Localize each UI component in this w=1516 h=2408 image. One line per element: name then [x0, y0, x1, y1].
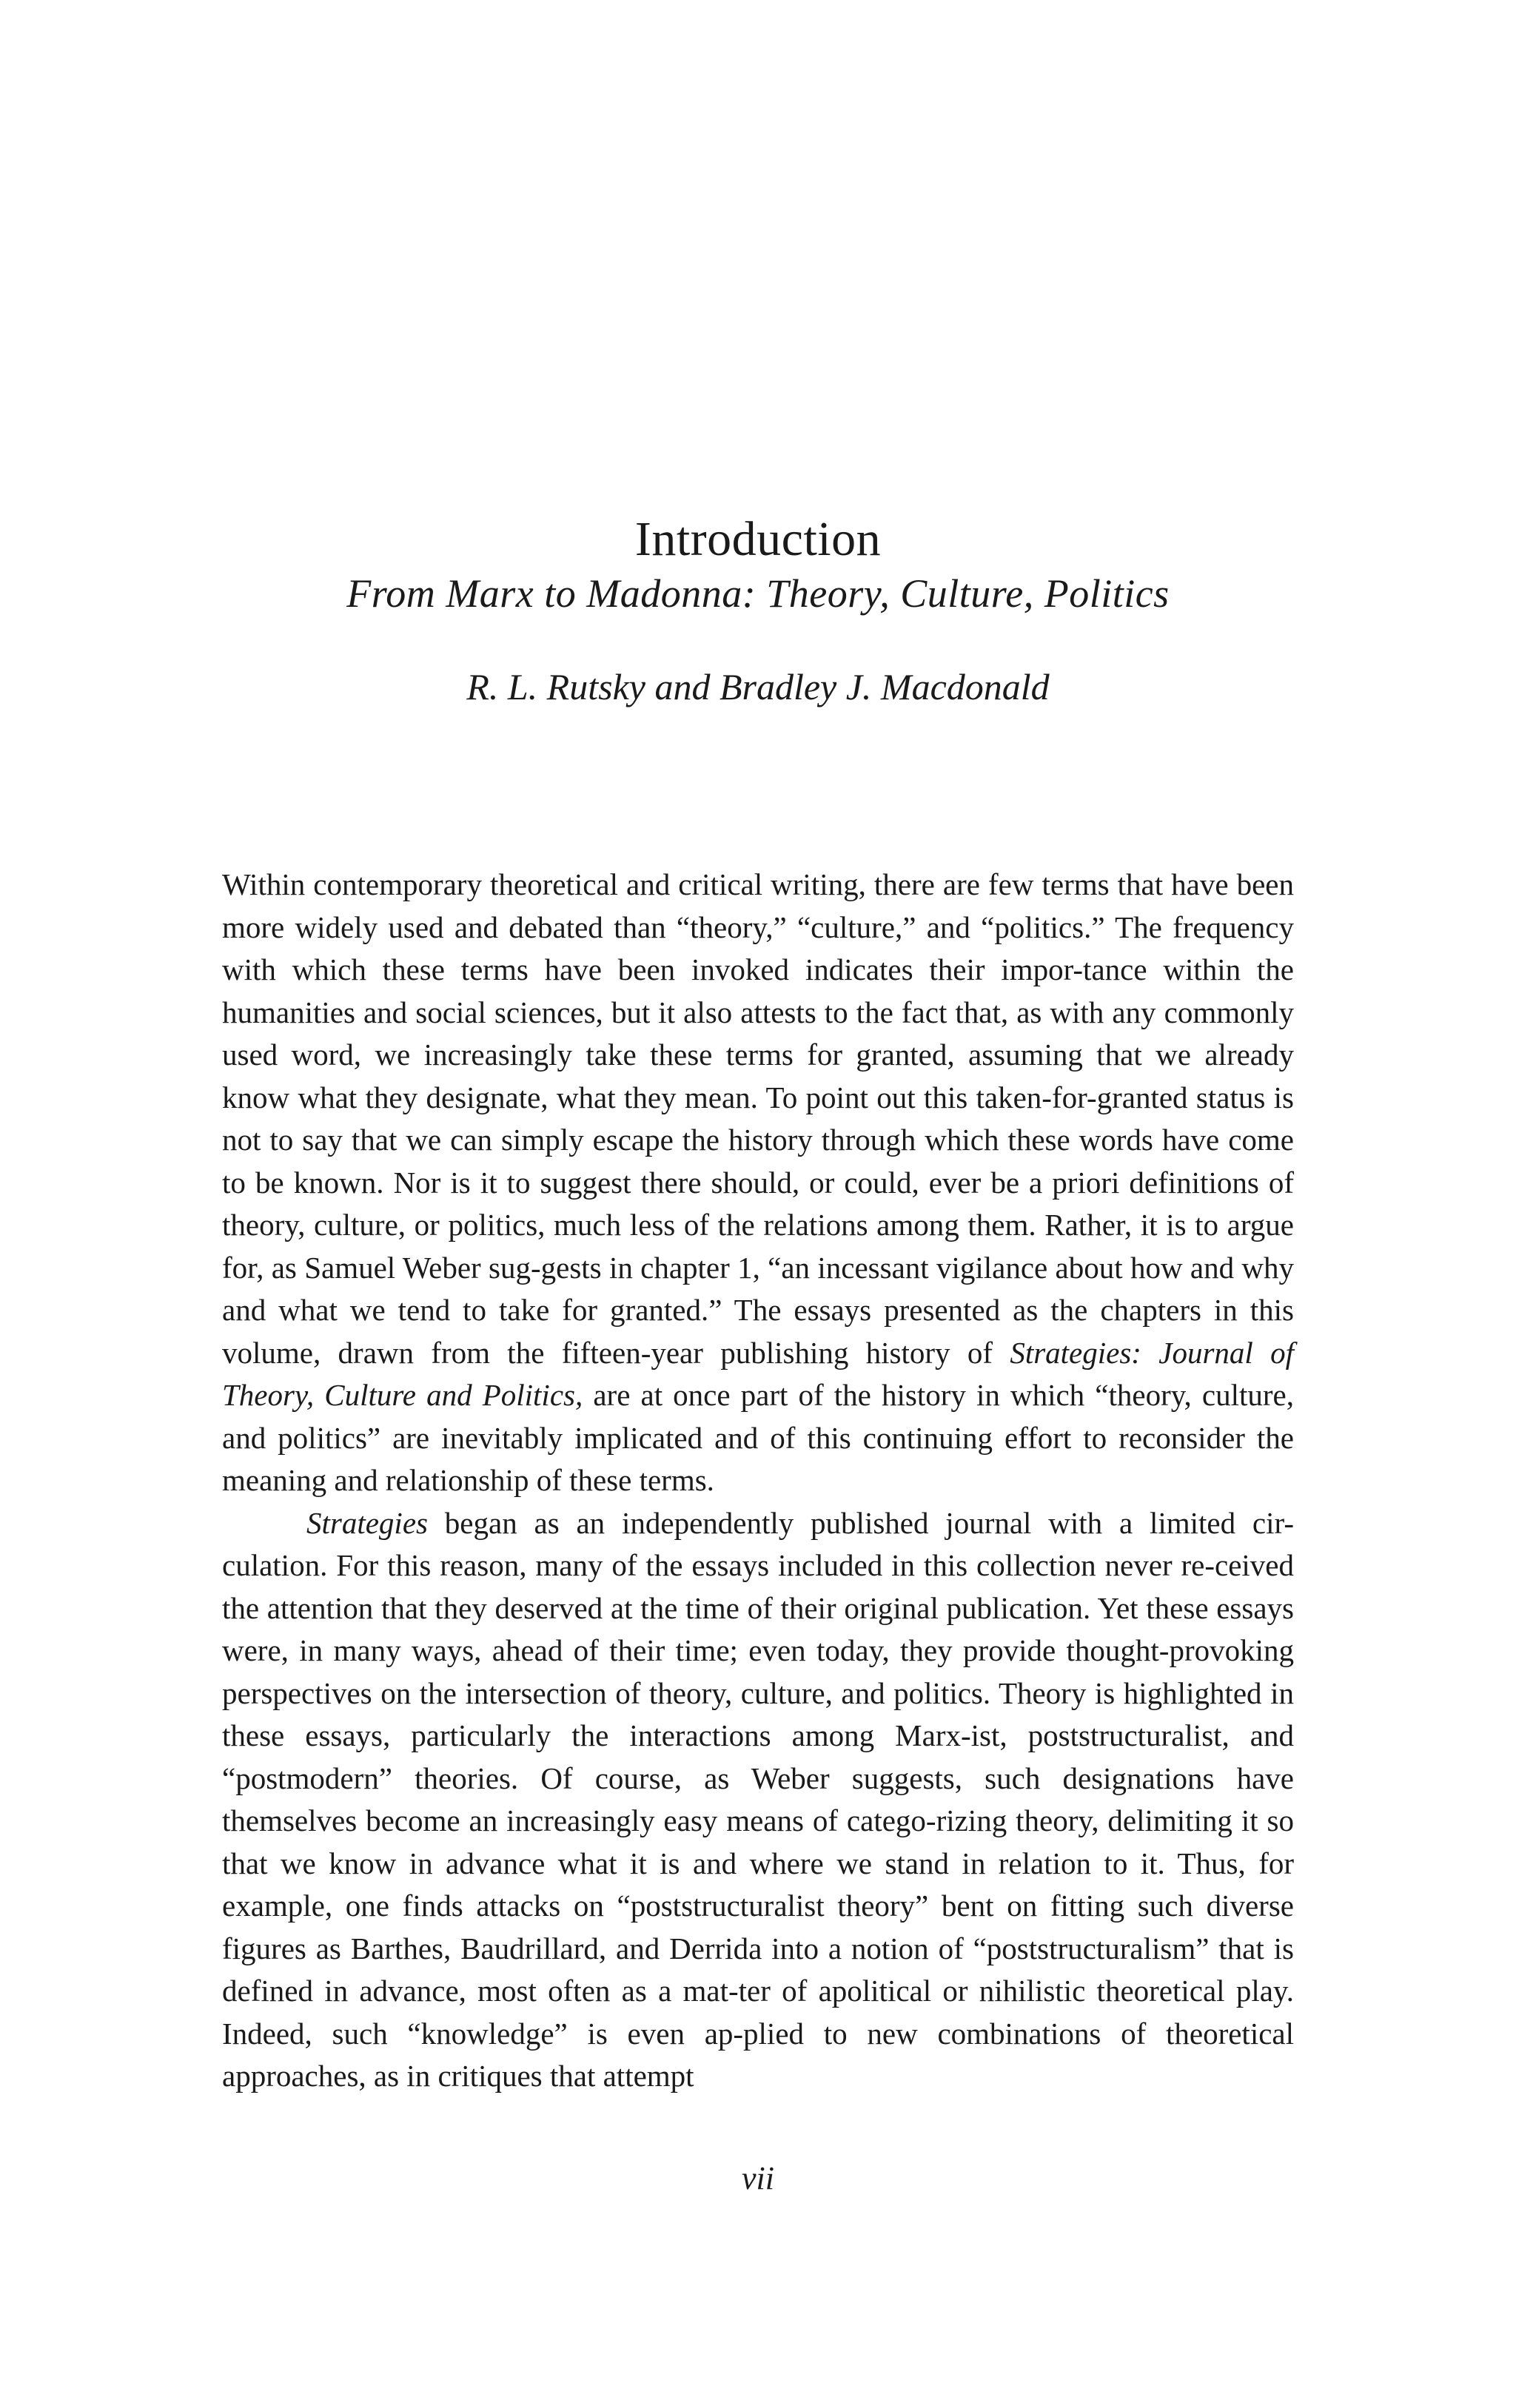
- chapter-subtitle: From Marx to Madonna: Theory, Culture, Politics: [346, 571, 1170, 616]
- paragraph-1: [222, 864, 1294, 1502]
- paragraph-1-text-b: are at once part of the history in which “theory, culture, and politics” are inevitably implicated and of this continuing effort to reconsider the meaning and relationship of these terms.: [222, 1378, 1294, 1497]
- chapter-authors: R. L. Rutsky and Bradley J. Macdonald: [466, 666, 1050, 707]
- paragraph-2: [222, 1502, 1294, 2098]
- journal-name: Strategies: [306, 1505, 428, 1540]
- journal-title: Strategies: Journal of Theory, Culture and Politics,: [222, 1335, 1294, 1412]
- chapter-header: [222, 511, 1294, 707]
- chapter-title: Introduction: [634, 512, 882, 566]
- paragraph-1-text-a: Within contemporary theoretical and critical writing, there are few terms that have been more widely used and debated than “theory,” “culture,” and “politics.” The frequency with which these terms have been invoked indicates their impor-tance within the humanities and social sciences, but it also attests to the fact that, as with any commonly used word, we increasingly take these terms for granted, assuming that we already know what they designate, what they mean. To point out this taken-for-granted status is not to say that we can simply escape the history through which these words have come to be known. Nor is it to suggest there should, or could, ever be a priori definitions of theory, culture, or politics, much less of the relations among them. Rather, it is to argue for, as Samuel Weber sug-gests in chapter 1, “an incessant vigilance about how and why and what we tend to take for granted.” The essays presented as the chapters in this volume, drawn from the fifteen-year publishing history of: [222, 867, 1294, 1370]
- body-text: [222, 864, 1294, 2098]
- page-number: vii: [742, 2160, 774, 2196]
- paragraph-2-text: began as an independently published journal with a limited cir-culation. For this reason, many of the essays included in this collection never re-ceived the attention that they deserved at the time of their original publication. Yet these essays were, in many ways, ahead of their time; even today, they provide thought-provoking perspectives on the intersection of theory, culture, and politics. Theory is highlighted in these essays, particularly the interactions among Marx-ist, poststructuralist, and “postmodern” theories. Of course, as Weber suggests, such designations have themselves become an increasingly easy means of catego-rizing theory, delimiting it so that we know in advance what it is and where we stand in relation to it. Thus, for example, one finds attacks on “poststructuralist theory” bent on fitting such diverse figures as Barthes, Baudrillard, and Derrida into a notion of “poststructuralism” that is defined in advance, most often as a mat-ter of apolitical or nihilistic theoretical play. Indeed, such “knowledge” is even ap-plied to new combinations of theoretical approaches, as in critiques that attempt: [222, 1505, 1294, 2093]
